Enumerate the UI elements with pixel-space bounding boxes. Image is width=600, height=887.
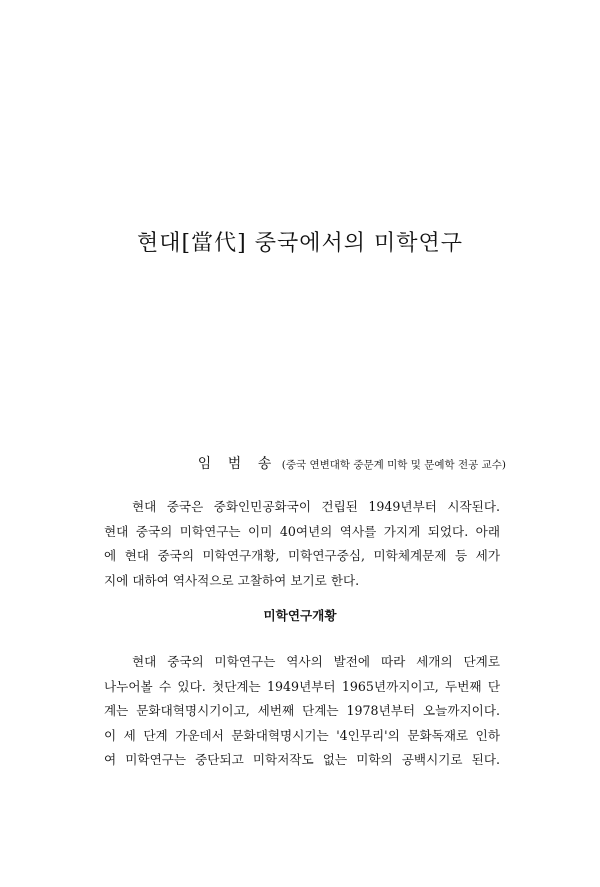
intro-paragraph bbox=[104, 495, 500, 593]
intro-line: 현대 중국의 미학연구는 이미 40여년의 역사를 가지게 되었다. 아래 bbox=[104, 523, 500, 539]
intro-line: 에 현대 중국의 미학연구개황, 미학연구중심, 미학체계문제 등 세가 bbox=[104, 548, 500, 564]
body-line: 현대 중국의 미학연구는 역사의 발전에 따라 세개의 단계로 bbox=[132, 654, 500, 669]
body-line: 나누어볼 수 있다. 첫단계는 1949년부터 1965년까지이고, 두번째 단 bbox=[104, 678, 500, 694]
section-heading: 미학연구개황 bbox=[263, 608, 337, 623]
page-title: 현대[當代] 중국에서의 미학연구 bbox=[137, 231, 463, 256]
body-line: 계는 문화대혁명시기이고, 세번째 단계는 1978년부터 오늘까지이다. bbox=[104, 703, 500, 719]
body-line: 이 세 단계 가운데서 문화대혁명시기는 '4인무리'의 문화독재로 인하 bbox=[104, 727, 500, 743]
author-line bbox=[198, 453, 506, 473]
author-name: 임 범 송 bbox=[197, 456, 278, 472]
intro-line: 지에 대하여 역사적으로 고찰하여 보기로 한다. bbox=[104, 572, 360, 588]
body-line: 여 미학연구는 중단되고 미학저작도 없는 미학의 공백시기로 된다. bbox=[104, 752, 500, 768]
author-affiliation: (중국 연변대학 중문계 미학 및 문예학 전공 교수) bbox=[281, 459, 506, 471]
intro-line: 현대 중국은 중화인민공화국이 건립된 1949년부터 시작된다. bbox=[132, 499, 500, 514]
body-paragraph bbox=[104, 650, 500, 773]
